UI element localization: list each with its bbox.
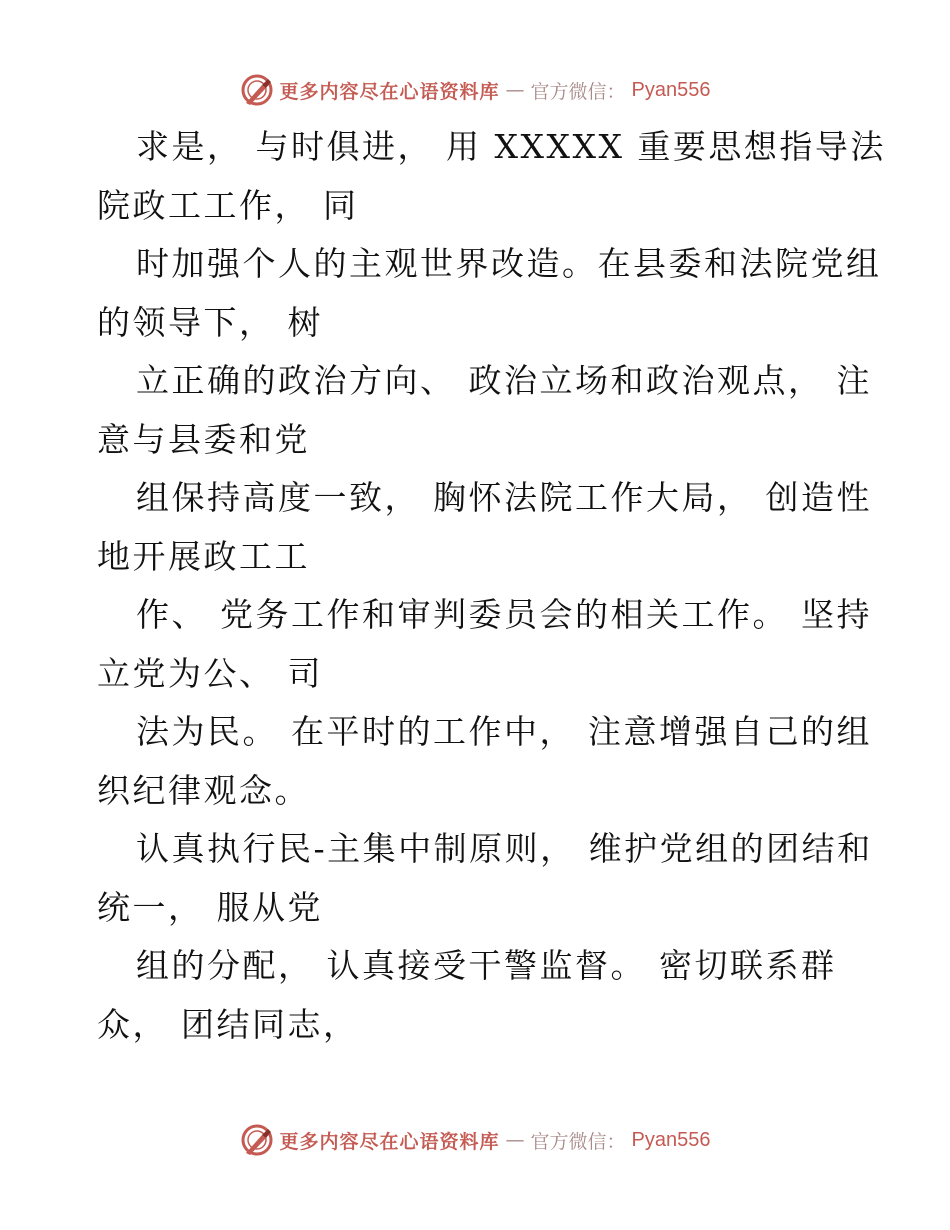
- banner-wechat-id: Pyan556: [631, 78, 711, 101]
- text-line: 院政工工作， 同: [97, 185, 359, 225]
- text-line: 组保持高度一致， 胸怀法院工作大局， 创造性: [136, 478, 872, 517]
- text-line: 时加强个人的主观世界改造。在县委和法院党组: [136, 244, 882, 283]
- text-line: 地开展政工工: [97, 536, 310, 576]
- header-banner: [0, 70, 950, 110]
- text-line: 的领导下， 树: [97, 302, 323, 342]
- text-line: 立党为公、 司: [97, 653, 323, 693]
- text-line: 组的分配， 认真接受干警监督。 密切联系群: [136, 946, 837, 985]
- text-line: 法为民。 在平时的工作中， 注意增强自己的组: [136, 712, 872, 751]
- banner-wechat-label: 官方微信：: [530, 1130, 626, 1153]
- banner-dash: —: [505, 79, 525, 101]
- document-body: [0, 118, 950, 1054]
- footer-banner: [0, 1120, 950, 1160]
- banner-wechat-id: Pyan556: [631, 1128, 711, 1151]
- banner-site-name: 更多内容尽在心语资料库: [279, 1130, 500, 1153]
- banner-dash: —: [505, 1129, 525, 1151]
- text-line: 立正确的政治方向、 政治立场和政治观点， 注: [136, 361, 872, 400]
- text-line: 统一， 服从党: [97, 887, 323, 927]
- text-line: 认真执行民-主集中制原则， 维护党组的团结和: [136, 829, 873, 868]
- pen-seal-logo-icon: [240, 1123, 274, 1157]
- text-line: 求是， 与时俱进， 用 XXXXX 重要思想指导法: [136, 127, 886, 166]
- banner-wechat-label: 官方微信：: [530, 80, 626, 103]
- text-line: 意与县委和党: [97, 419, 310, 459]
- text-line: 作、 党务工作和审判委员会的相关工作。 坚持: [136, 595, 872, 634]
- text-line: 众， 团结同志，: [97, 1004, 359, 1044]
- banner-site-name: 更多内容尽在心语资料库: [279, 80, 500, 103]
- pen-seal-logo-icon: [240, 73, 274, 107]
- text-line: 织纪律观念。: [97, 770, 310, 810]
